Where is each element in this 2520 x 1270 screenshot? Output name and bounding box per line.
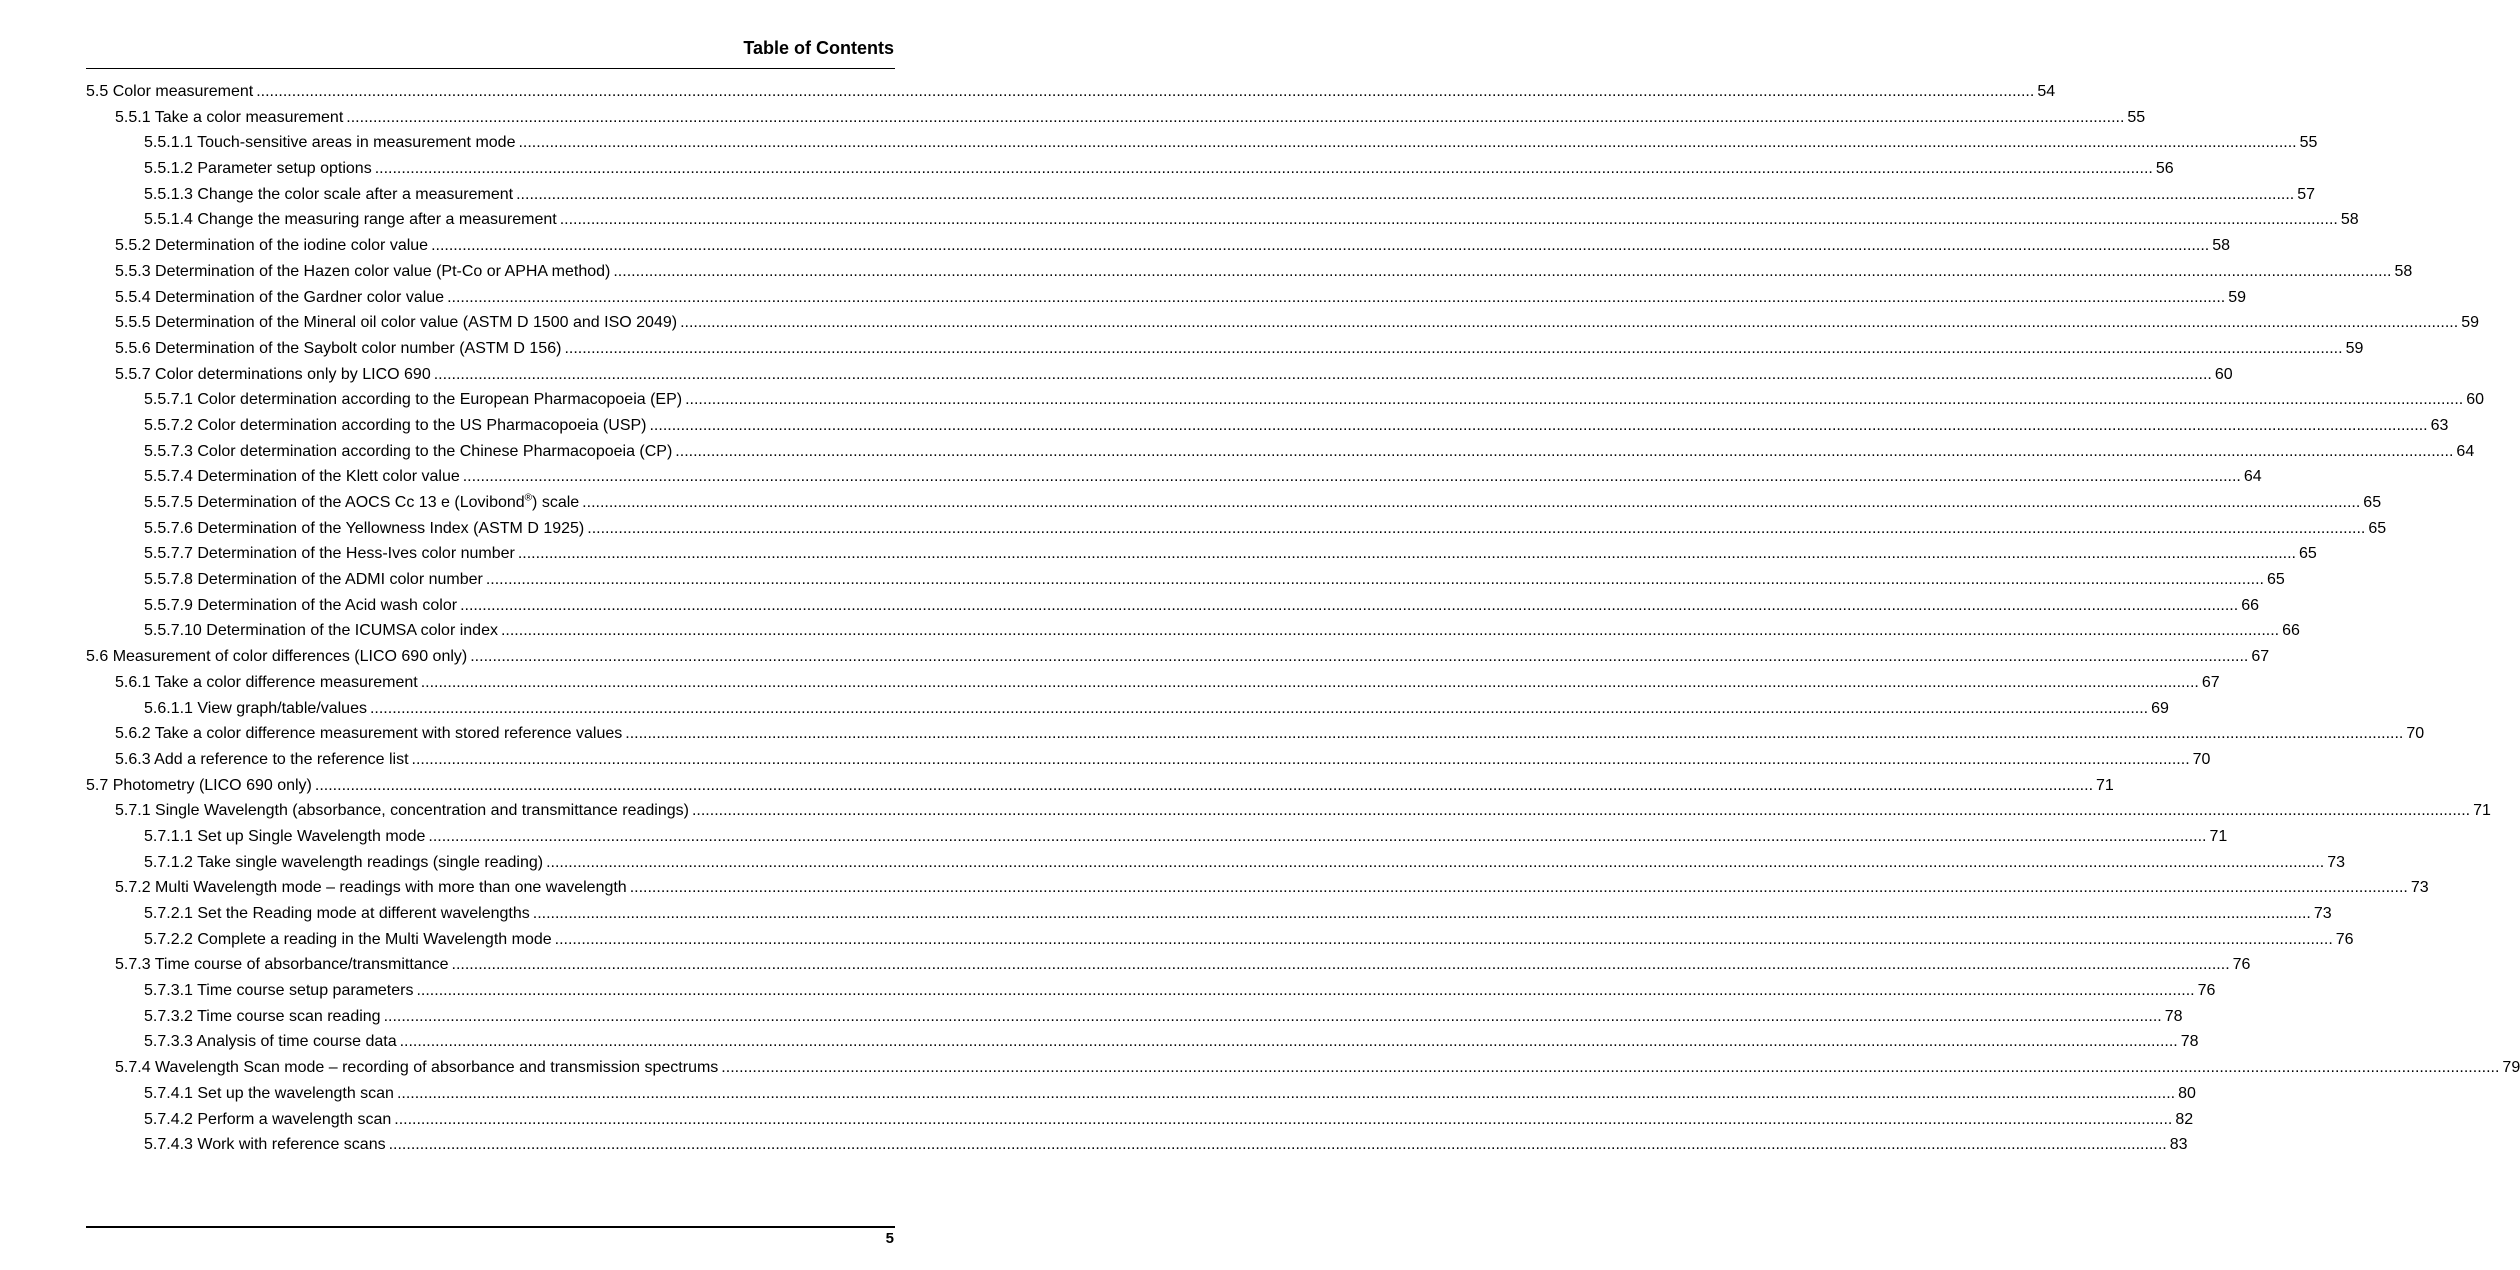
toc-entry-page: 78 bbox=[2164, 1007, 2183, 1025]
toc-entry[interactable] bbox=[86, 259, 2413, 285]
toc-entry-title: 5.7.1.2 Take single wavelength readings (single reading) bbox=[144, 853, 544, 871]
toc-entry-page: 66 bbox=[2282, 622, 2300, 640]
toc-leader-dots: ................................................................................................................................................................................................................................................................................................................................................................................................................ bbox=[314, 776, 2094, 794]
toc-entry-page: 67 bbox=[2251, 648, 2270, 666]
toc-entry[interactable] bbox=[86, 670, 2220, 696]
toc-leader-dots: ................................................................................................................................................................................................................................................................................................................................................................................................................ bbox=[587, 519, 2366, 537]
toc-entry-page: 83 bbox=[2169, 1136, 2188, 1154]
toc-entry[interactable] bbox=[86, 490, 2382, 516]
toc-entry[interactable] bbox=[86, 1029, 2199, 1055]
toc-entry-page: 71 bbox=[2473, 802, 2491, 820]
toc-leader-dots: ................................................................................................................................................................................................................................................................................................................................................................................................................ bbox=[433, 365, 2212, 383]
toc-entry-page: 70 bbox=[2192, 750, 2211, 768]
toc-leader-dots: ................................................................................................................................................................................................................................................................................................................................................................................................................ bbox=[691, 802, 2471, 820]
toc-entry[interactable] bbox=[86, 1107, 2194, 1133]
toc-leader-dots: ................................................................................................................................................................................................................................................................................................................................................................................................................ bbox=[685, 391, 2464, 409]
toc-entry-title: 5.7.1.1 Set up Single Wavelength mode bbox=[144, 827, 426, 845]
toc-entry[interactable] bbox=[86, 927, 2354, 953]
toc-entry[interactable] bbox=[86, 696, 2169, 722]
toc-entry-title: 5.7.4.1 Set up the wavelength scan bbox=[144, 1084, 394, 1102]
toc-entry[interactable] bbox=[86, 207, 2359, 233]
toc-entry[interactable] bbox=[86, 1132, 2188, 1158]
toc-entry[interactable] bbox=[86, 541, 2317, 567]
toc-leader-dots: ................................................................................................................................................................................................................................................................................................................................................................................................................ bbox=[447, 288, 2226, 306]
toc-entry-title: 5.5.7.6 Determination of the Yellowness Index (ASTM D 1925) bbox=[144, 519, 585, 537]
toc-entry[interactable] bbox=[86, 773, 2114, 799]
toc-entry-page: 66 bbox=[2241, 596, 2259, 614]
toc-entry[interactable] bbox=[86, 952, 2251, 978]
toc-leader-dots: ................................................................................................................................................................................................................................................................................................................................................................................................................ bbox=[582, 494, 2361, 511]
toc-entry-page: 58 bbox=[2394, 262, 2413, 280]
toc-entry-page: 73 bbox=[2313, 905, 2332, 922]
toc-entry[interactable] bbox=[86, 1004, 2183, 1030]
toc-leader-dots: ................................................................................................................................................................................................................................................................................................................................................................................................................ bbox=[500, 622, 2280, 640]
toc-entry-title: 5.6 Measurement of color differences (LICO 690 only) bbox=[86, 648, 468, 666]
toc-leader-dots: ................................................................................................................................................................................................................................................................................................................................................................................................................ bbox=[546, 853, 2325, 871]
toc-entry-page: 70 bbox=[2406, 725, 2425, 743]
toc-entry[interactable] bbox=[86, 1081, 2196, 1107]
toc-entry[interactable] bbox=[86, 721, 2425, 747]
toc-entry[interactable] bbox=[86, 901, 2332, 927]
toc-entry-title: 5.5.1.3 Change the color scale after a measurement bbox=[144, 185, 514, 203]
toc-entry[interactable] bbox=[86, 593, 2259, 619]
toc-leader-dots: ................................................................................................................................................................................................................................................................................................................................................................................................................ bbox=[485, 571, 2264, 589]
toc-leader-dots: ................................................................................................................................................................................................................................................................................................................................................................................................................ bbox=[470, 648, 2249, 666]
toc-leader-dots: ................................................................................................................................................................................................................................................................................................................................................................................................................ bbox=[451, 956, 2230, 974]
toc-leader-dots: ................................................................................................................................................................................................................................................................................................................................................................................................................ bbox=[256, 83, 2035, 100]
toc-entry-page: 57 bbox=[2297, 185, 2316, 203]
page-header-title: Table of Contents bbox=[743, 38, 894, 58]
toc-entry[interactable] bbox=[86, 79, 2056, 105]
toc-entry-title: 5.7.4.2 Perform a wavelength scan bbox=[144, 1110, 392, 1128]
toc-entry-title: 5.5.7.2 Color determination according to the US Pharmacopoeia (USP) bbox=[144, 416, 647, 434]
toc-entry-title: 5.5.7.1 Color determination according to the European Pharmacopoeia (EP) bbox=[144, 391, 683, 409]
toc-leader-dots: ................................................................................................................................................................................................................................................................................................................................................................................................................ bbox=[420, 673, 2199, 691]
toc-leader-dots: ................................................................................................................................................................................................................................................................................................................................................................................................................ bbox=[675, 442, 2454, 460]
toc-entry-title: 5.5.1.2 Parameter setup options bbox=[144, 160, 372, 178]
toc-entry-title: 5.5.7.4 Determination of the Klett color value bbox=[144, 468, 460, 486]
toc-entry-title: 5.5.3 Determination of the Hazen color value (Pt-Co or APHA method) bbox=[115, 262, 611, 280]
toc-entry-page: 60 bbox=[2214, 365, 2233, 383]
toc-entry-title: 5.5.7.8 Determination of the ADMI color number bbox=[144, 571, 483, 589]
toc-entry-page: 58 bbox=[2212, 237, 2230, 255]
toc-entry[interactable] bbox=[86, 978, 2216, 1004]
toc-entry[interactable] bbox=[86, 644, 2270, 670]
toc-entry-title: 5.6.2 Take a color difference measurement with stored reference values bbox=[115, 725, 623, 743]
toc-entry-page: 67 bbox=[2201, 673, 2220, 691]
toc-entry[interactable] bbox=[86, 439, 2475, 465]
toc-entry[interactable] bbox=[86, 567, 2285, 593]
toc-entry-title: 5.5.5 Determination of the Mineral oil color value (ASTM D 1500 and ISO 2049) bbox=[115, 314, 678, 332]
toc-entry-page: 73 bbox=[2327, 853, 2345, 871]
toc-entry-title: 5.6.1 Take a color difference measurement bbox=[115, 673, 418, 691]
footer-divider bbox=[86, 1226, 895, 1228]
toc-entry[interactable] bbox=[86, 516, 2387, 542]
toc-leader-dots: ................................................................................................................................................................................................................................................................................................................................................................................................................ bbox=[460, 596, 2239, 614]
toc-leader-dots: ................................................................................................................................................................................................................................................................................................................................................................................................................ bbox=[399, 1033, 2178, 1051]
toc-entry-title: 5.5.1 Take a color measurement bbox=[115, 108, 344, 126]
toc-leader-dots: ................................................................................................................................................................................................................................................................................................................................................................................................................ bbox=[383, 1007, 2162, 1025]
toc-entry-title: 5.5.7.7 Determination of the Hess-Ives color number bbox=[144, 545, 515, 563]
toc-entry-page: 60 bbox=[2466, 391, 2485, 409]
toc-leader-dots: ................................................................................................................................................................................................................................................................................................................................................................................................................ bbox=[721, 1059, 2500, 1077]
toc-entry[interactable] bbox=[86, 310, 2479, 336]
toc-leader-dots: ................................................................................................................................................................................................................................................................................................................................................................................................................ bbox=[428, 827, 2207, 845]
toc-entry-title: 5.5.4 Determination of the Gardner color value bbox=[115, 288, 445, 306]
toc-entry[interactable] bbox=[86, 747, 2211, 773]
toc-entry-title: 5.5.1.1 Touch-sensitive areas in measurement mode bbox=[144, 134, 516, 152]
toc-entry-title: 5.7.3.2 Time course scan reading bbox=[144, 1007, 381, 1025]
toc-entry-page: 79 bbox=[2502, 1059, 2520, 1077]
toc-leader-dots: ................................................................................................................................................................................................................................................................................................................................................................................................................ bbox=[559, 211, 2338, 229]
toc-entry-title: 5.7.3.1 Time course setup parameters bbox=[144, 982, 414, 1000]
toc-entry[interactable] bbox=[86, 824, 2228, 850]
toc-leader-dots: ................................................................................................................................................................................................................................................................................................................................................................................................................ bbox=[680, 314, 2459, 332]
toc-entry-page: 78 bbox=[2180, 1033, 2199, 1051]
toc-leader-dots: ................................................................................................................................................................................................................................................................................................................................................................................................................ bbox=[374, 160, 2153, 178]
toc-entry-title: 5.5.6 Determination of the Saybolt color number (ASTM D 156) bbox=[115, 339, 562, 357]
toc-entry-title: 5.5.2 Determination of the iodine color value bbox=[115, 237, 429, 255]
toc-entry[interactable] bbox=[86, 105, 2146, 131]
toc-entry[interactable] bbox=[86, 362, 2233, 388]
toc-leader-dots: ................................................................................................................................................................................................................................................................................................................................................................................................................ bbox=[396, 1084, 2176, 1102]
toc-entry-page: 71 bbox=[2096, 776, 2114, 794]
toc-leader-dots: ................................................................................................................................................................................................................................................................................................................................................................................................................ bbox=[416, 982, 2195, 1000]
toc-entry-page: 55 bbox=[2127, 108, 2146, 126]
toc-entry-page: 54 bbox=[2037, 83, 2056, 100]
toc-entry-page: 76 bbox=[2335, 930, 2354, 948]
header-divider bbox=[86, 68, 895, 69]
toc-leader-dots: ................................................................................................................................................................................................................................................................................................................................................................................................................ bbox=[516, 185, 2295, 203]
toc-entry[interactable] bbox=[86, 233, 2230, 259]
toc-entry-page: 65 bbox=[2298, 545, 2317, 563]
toc-leader-dots: ................................................................................................................................................................................................................................................................................................................................................................................................................ bbox=[649, 416, 2428, 434]
toc-leader-dots: ................................................................................................................................................................................................................................................................................................................................................................................................................ bbox=[517, 545, 2296, 563]
toc-leader-dots: ................................................................................................................................................................................................................................................................................................................................................................................................................ bbox=[629, 879, 2408, 897]
toc-entry[interactable] bbox=[86, 130, 2318, 156]
toc-entry-title: 5.7.1 Single Wavelength (absorbance, concentration and transmittance readings) bbox=[115, 802, 689, 820]
toc-entry-page: 82 bbox=[2175, 1110, 2194, 1128]
toc-entry[interactable] bbox=[86, 336, 2364, 362]
toc-leader-dots: ................................................................................................................................................................................................................................................................................................................................................................................................................ bbox=[388, 1136, 2167, 1154]
toc-leader-dots: ................................................................................................................................................................................................................................................................................................................................................................................................................ bbox=[431, 237, 2210, 255]
toc-entry-page: 65 bbox=[2368, 519, 2387, 537]
toc-entry-page: 71 bbox=[2209, 827, 2228, 845]
toc-entry-title: 5.7.4.3 Work with reference scans bbox=[144, 1136, 386, 1154]
toc-entry-title: 5.7.3.3 Analysis of time course data bbox=[144, 1033, 397, 1051]
toc-leader-dots: ................................................................................................................................................................................................................................................................................................................................................................................................................ bbox=[369, 699, 2149, 717]
toc-entry-page: 63 bbox=[2430, 416, 2449, 434]
toc-entry-title: 5.5.7.5 Determination of the AOCS Cc 13 e (Lovibond®) scale bbox=[144, 492, 580, 511]
toc-entry-page: 58 bbox=[2340, 211, 2359, 229]
toc-entry-page: 55 bbox=[2299, 134, 2318, 152]
toc-leader-dots: ................................................................................................................................................................................................................................................................................................................................................................................................................ bbox=[462, 468, 2241, 486]
toc-entry-title: 5.6.1.1 View graph/table/values bbox=[144, 699, 367, 717]
toc-entry[interactable] bbox=[86, 182, 2316, 208]
toc-leader-dots: ................................................................................................................................................................................................................................................................................................................................................................................................................ bbox=[518, 134, 2297, 152]
toc-entry-page: 56 bbox=[2155, 160, 2174, 178]
toc-entry-title: 5.5.7.10 Determination of the ICUMSA color index bbox=[144, 622, 498, 640]
toc-entry-title: 5.7.2.1 Set the Reading mode at different wavelengths bbox=[144, 905, 530, 922]
toc-entry-page: 76 bbox=[2197, 982, 2216, 1000]
toc-entry-page: 65 bbox=[2266, 571, 2285, 589]
toc-entry-title: 5.5.1.4 Change the measuring range after a measurement bbox=[144, 211, 557, 229]
toc-leader-dots: ................................................................................................................................................................................................................................................................................................................................................................................................................ bbox=[625, 725, 2404, 743]
table-of-contents bbox=[86, 79, 2520, 1158]
toc-leader-dots: ................................................................................................................................................................................................................................................................................................................................................................................................................ bbox=[613, 262, 2392, 280]
toc-entry[interactable] bbox=[86, 798, 2491, 824]
toc-leader-dots: ................................................................................................................................................................................................................................................................................................................................................................................................................ bbox=[532, 905, 2311, 922]
toc-leader-dots: ................................................................................................................................................................................................................................................................................................................................................................................................................ bbox=[346, 108, 2125, 126]
toc-entry[interactable] bbox=[86, 156, 2174, 182]
toc-entry-title: 5.6.3 Add a reference to the reference list bbox=[115, 750, 409, 768]
toc-leader-dots: ................................................................................................................................................................................................................................................................................................................................................................................................................ bbox=[554, 930, 2333, 948]
toc-entry-title: 5.7.3 Time course of absorbance/transmittance bbox=[115, 956, 449, 974]
toc-entry-title: 5.7 Photometry (LICO 690 only) bbox=[86, 776, 312, 794]
toc-entry[interactable] bbox=[86, 850, 2345, 876]
toc-entry[interactable] bbox=[86, 464, 2262, 490]
toc-entry-page: 59 bbox=[2461, 314, 2479, 332]
toc-leader-dots: ................................................................................................................................................................................................................................................................................................................................................................................................................ bbox=[564, 339, 2343, 357]
page-number: 5 bbox=[885, 1230, 894, 1247]
toc-entry-page: 59 bbox=[2345, 339, 2364, 357]
toc-entry[interactable] bbox=[86, 413, 2449, 439]
toc-entry[interactable] bbox=[86, 387, 2485, 413]
toc-entry-page: 69 bbox=[2151, 699, 2169, 717]
toc-entry-page: 64 bbox=[2243, 468, 2262, 486]
toc-entry-title: 5.5 Color measurement bbox=[86, 83, 254, 100]
toc-entry-page: 76 bbox=[2232, 956, 2251, 974]
toc-entry[interactable] bbox=[86, 875, 2429, 901]
toc-entry-page: 64 bbox=[2456, 442, 2475, 460]
toc-entry-title: 5.7.2.2 Complete a reading in the Multi Wavelength mode bbox=[144, 930, 552, 948]
toc-entry-page: 80 bbox=[2178, 1084, 2196, 1102]
toc-entry-page: 73 bbox=[2410, 879, 2429, 897]
toc-entry-title: 5.5.7 Color determinations only by LICO 690 bbox=[115, 365, 431, 383]
toc-entry-page: 59 bbox=[2228, 288, 2246, 306]
toc-entry-title: 5.7.4 Wavelength Scan mode – recording of absorbance and transmission spectrums bbox=[115, 1059, 719, 1077]
toc-entry-title: 5.7.2 Multi Wavelength mode – readings with more than one wavelength bbox=[115, 879, 627, 897]
toc-entry[interactable] bbox=[86, 1055, 2520, 1081]
toc-entry-title: 5.5.7.3 Color determination according to the Chinese Pharmacopoeia (CP) bbox=[144, 442, 673, 460]
toc-leader-dots: ................................................................................................................................................................................................................................................................................................................................................................................................................ bbox=[394, 1110, 2173, 1128]
toc-entry-page: 65 bbox=[2363, 494, 2382, 511]
toc-entry[interactable] bbox=[86, 285, 2246, 311]
toc-entry[interactable] bbox=[86, 618, 2300, 644]
toc-leader-dots: ................................................................................................................................................................................................................................................................................................................................................................................................................ bbox=[411, 750, 2190, 768]
toc-entry-title: 5.5.7.9 Determination of the Acid wash color bbox=[144, 596, 458, 614]
